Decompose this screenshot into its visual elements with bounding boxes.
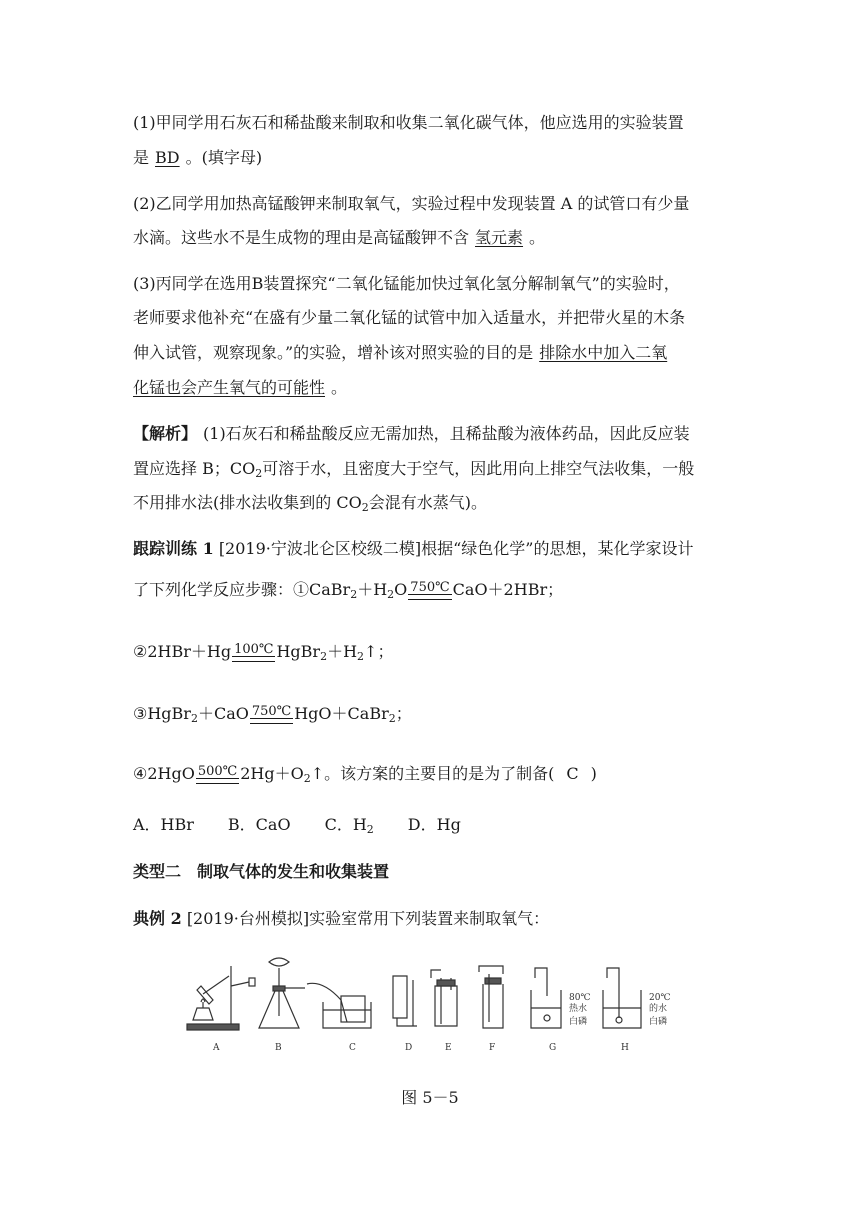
- options-line: [133, 815, 495, 840]
- label-h: H: [621, 1043, 629, 1053]
- figure-caption: 图 5－5: [401, 1088, 459, 1107]
- analysis-label: 【解析】: [133, 424, 198, 443]
- reaction-2: ②2HBr＋Hg 100℃ $HgBr_2+H_2↑$；: [133, 642, 393, 667]
- reaction-4-condition: 500℃: [196, 765, 239, 789]
- track-line-1: 跟踪训练 1 [2019·宁波北仑区校级二模]根据“绿色化学”的思想，某化学家设计: [133, 539, 694, 558]
- svg-text:热水: 热水: [569, 1004, 588, 1014]
- option-b: B．CaO: [227, 815, 291, 834]
- label-f: F: [489, 1043, 496, 1053]
- apparatus-d: [393, 976, 417, 1026]
- section-title: 类型二 制取气体的发生和收集装置: [133, 862, 390, 881]
- q1-line-1: (1)甲同学用石灰石和稀盐酸来制取和收集二氧化碳气体，他应选用的实验装置: [133, 113, 684, 132]
- label-g: G: [549, 1043, 557, 1053]
- apparatus-figure: [183, 956, 683, 1056]
- track-answer: C: [566, 764, 579, 783]
- apparatus-c: [307, 983, 371, 1028]
- reaction-3: ③HgBr$_2$＋CaO 750℃ HgO＋CaBr$_2$；: [133, 704, 412, 729]
- apparatus-b: [259, 958, 305, 1028]
- reaction-1-condition: 750℃: [408, 581, 451, 605]
- q3-line-1: (3)丙同学在选用B装置探究“二氧化锰能加快过氧化氢分解制氧气”的实验时，: [133, 274, 680, 293]
- apparatus-g: [531, 968, 591, 1028]
- reaction-4: ④2HgO 500℃ $2Hg+O_2↑$。该方案的主要目的是为了制备( C ): [133, 764, 597, 789]
- option-c: C．$H_2$: [324, 815, 374, 836]
- svg-text:白磷: 白磷: [649, 1017, 668, 1027]
- q1-line-2: 是 BD 。(填字母): [133, 148, 263, 167]
- q3-answer-part1: 排除水中加入二氧: [539, 343, 668, 362]
- analysis-line-3: 不用排水法(排水法收集到的 $CO_2$会混有水蒸气)。: [133, 493, 487, 514]
- label-d: D: [405, 1043, 413, 1053]
- reaction-2-condition: 100℃: [232, 643, 275, 667]
- option-d: D．Hg: [407, 815, 461, 834]
- label-c: C: [349, 1043, 356, 1053]
- q3-line-4: 化锰也会产生氧气的可能性 。: [133, 378, 348, 397]
- apparatus-e: [431, 970, 457, 1026]
- analysis-line-2: 置应选择 B；$CO_2$可溶于水，且密度大于空气，因此用向上排空气法收集，一般: [133, 459, 695, 480]
- reaction-3-condition: 750℃: [250, 705, 293, 729]
- q2-line-2: 水滴。这些水不是生成物的理由是高锰酸钾不含 氢元素 。: [133, 228, 546, 247]
- q3-line-2: 老师要求他补充“在盛有少量二氧化锰的试管中加入适量水，并把带火星的木条: [133, 308, 686, 327]
- example-line: 典例 2 [2019·台州模拟]实验室常用下列装置来制取氧气：: [133, 909, 550, 928]
- reaction-1: 了下列化学反应步骤：$①CaBr_2+H_2O$ 750℃ CaO＋2HBr；: [133, 580, 563, 605]
- q3-answer-part2: 化锰也会产生氧气的可能性: [133, 378, 326, 397]
- option-a: A．HBr: [133, 815, 194, 834]
- q3-line-3: 伸入试管，观察现象。”的实验，增补该对照实验的目的是 排除水中加入二氧: [133, 343, 673, 363]
- svg-text:的水: 的水: [649, 1004, 668, 1014]
- q1-answer: BD: [155, 148, 180, 167]
- q2-line-1: (2)乙同学用加热高锰酸钾来制取氧气，实验过程中发现装置 A 的试管口有少量: [133, 194, 690, 213]
- svg-text:白磷: 白磷: [569, 1017, 588, 1027]
- apparatus-h: [603, 968, 671, 1028]
- example-label: 典例 2: [133, 909, 182, 928]
- q2-answer: 氢元素: [475, 228, 524, 247]
- label-e: E: [445, 1043, 452, 1053]
- svg-text:20℃: 20℃: [649, 993, 671, 1003]
- apparatus-f: [479, 966, 503, 1028]
- analysis-line-1: 【解析】 (1)石灰石和稀盐酸反应无需加热，且稀盐酸为液体药品，因此反应装: [133, 424, 690, 443]
- svg-text:80℃: 80℃: [569, 993, 591, 1003]
- apparatus-a: [187, 966, 255, 1030]
- label-a: A: [213, 1043, 220, 1053]
- track-label: 跟踪训练 1: [133, 539, 214, 558]
- label-b: B: [275, 1043, 282, 1053]
